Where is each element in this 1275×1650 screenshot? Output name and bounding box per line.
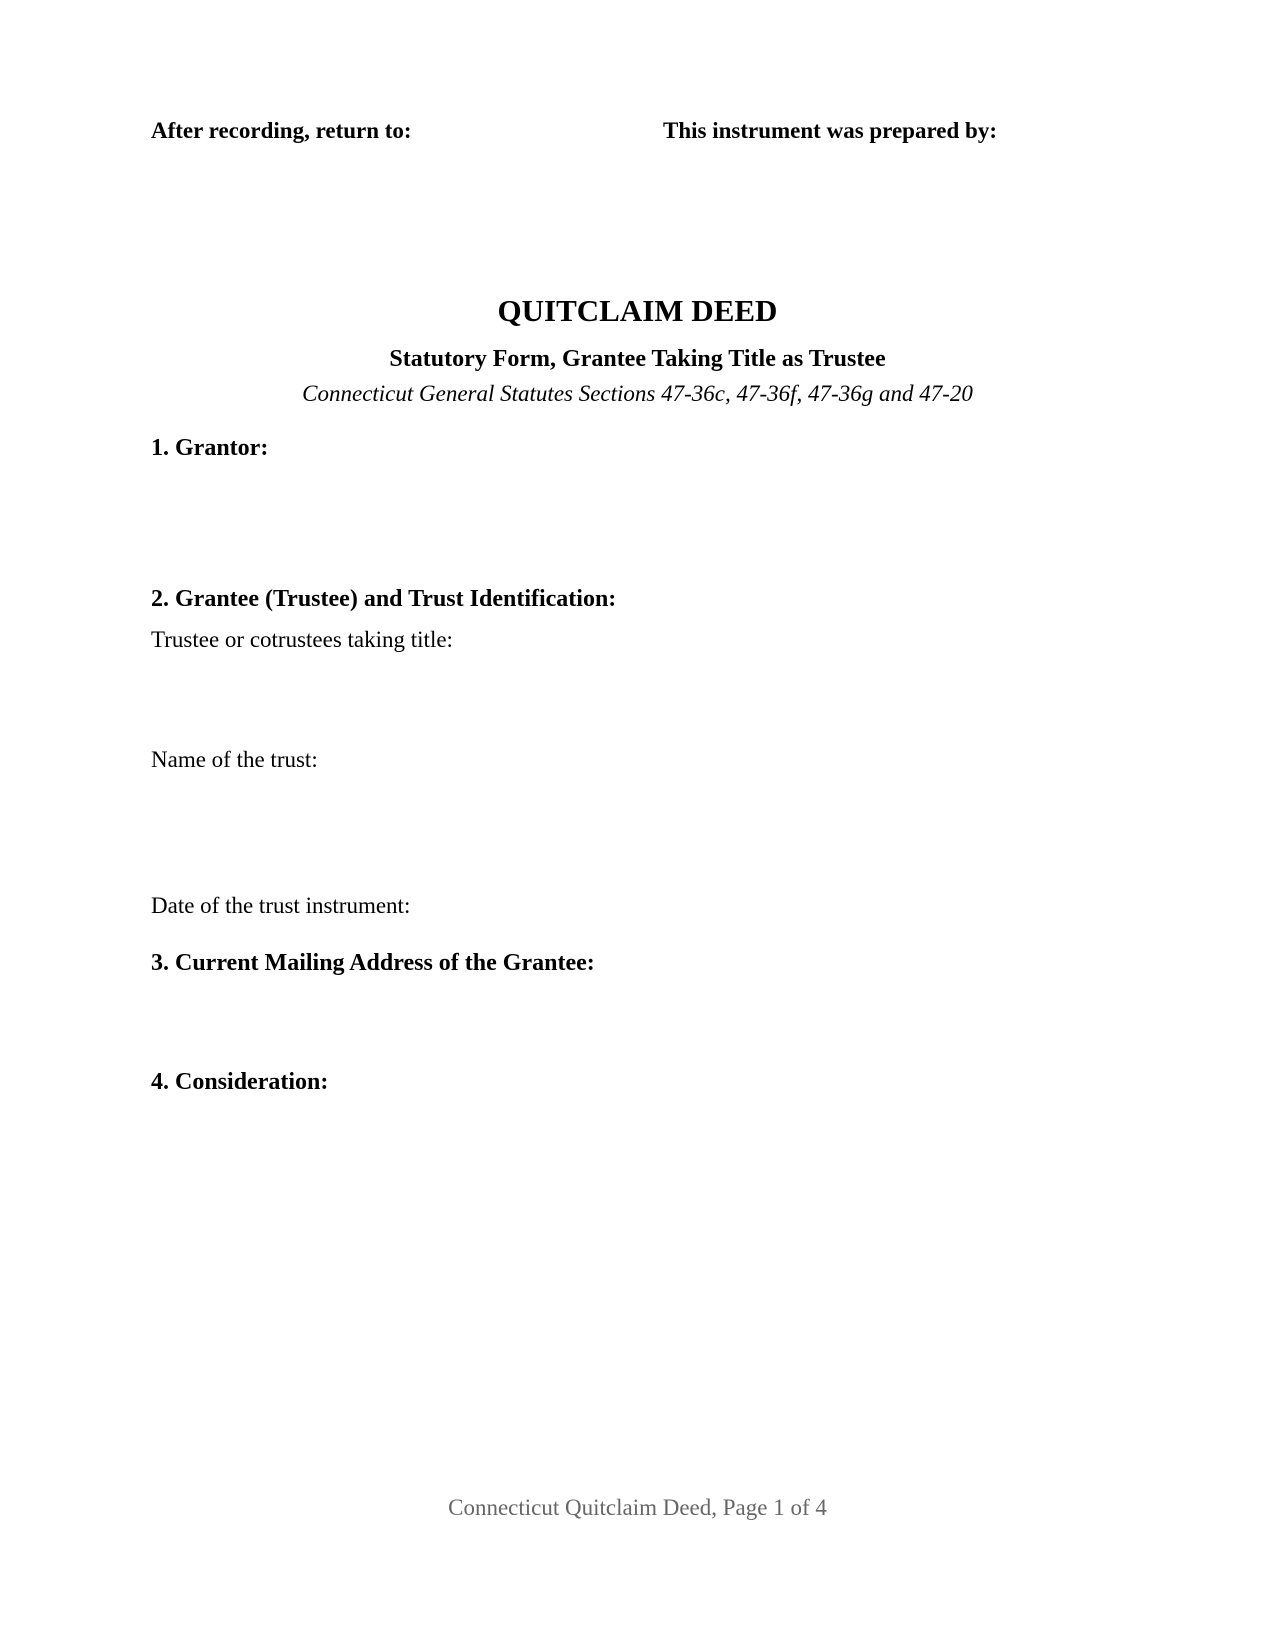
- trust-name-label: Name of the trust:: [151, 747, 318, 772]
- mailing-address-heading: 3. Current Mailing Address of the Grantee:: [151, 950, 595, 976]
- consideration-heading: 4. Consideration:: [151, 1069, 329, 1095]
- trustee-label: Trustee or cotrustees taking title:: [151, 627, 453, 652]
- statutes-reference: Connecticut General Statutes Sections 47-36c, 47-36f, 47-36g and 47-20: [302, 381, 973, 406]
- grantee-heading: 2. Grantee (Trustee) and Trust Identification:: [151, 586, 617, 612]
- page-footer: Connecticut Quitclaim Deed, Page 1 of 4: [448, 1495, 827, 1520]
- return-to-label: After recording, return to:: [151, 118, 412, 143]
- document-title: QUITCLAIM DEED: [497, 293, 778, 328]
- document-subtitle: Statutory Form, Grantee Taking Title as Trustee: [389, 346, 886, 372]
- trust-date-label: Date of the trust instrument:: [151, 893, 411, 918]
- grantor-heading: 1. Grantor:: [151, 435, 269, 461]
- prepared-by-label: This instrument was prepared by:: [663, 118, 997, 143]
